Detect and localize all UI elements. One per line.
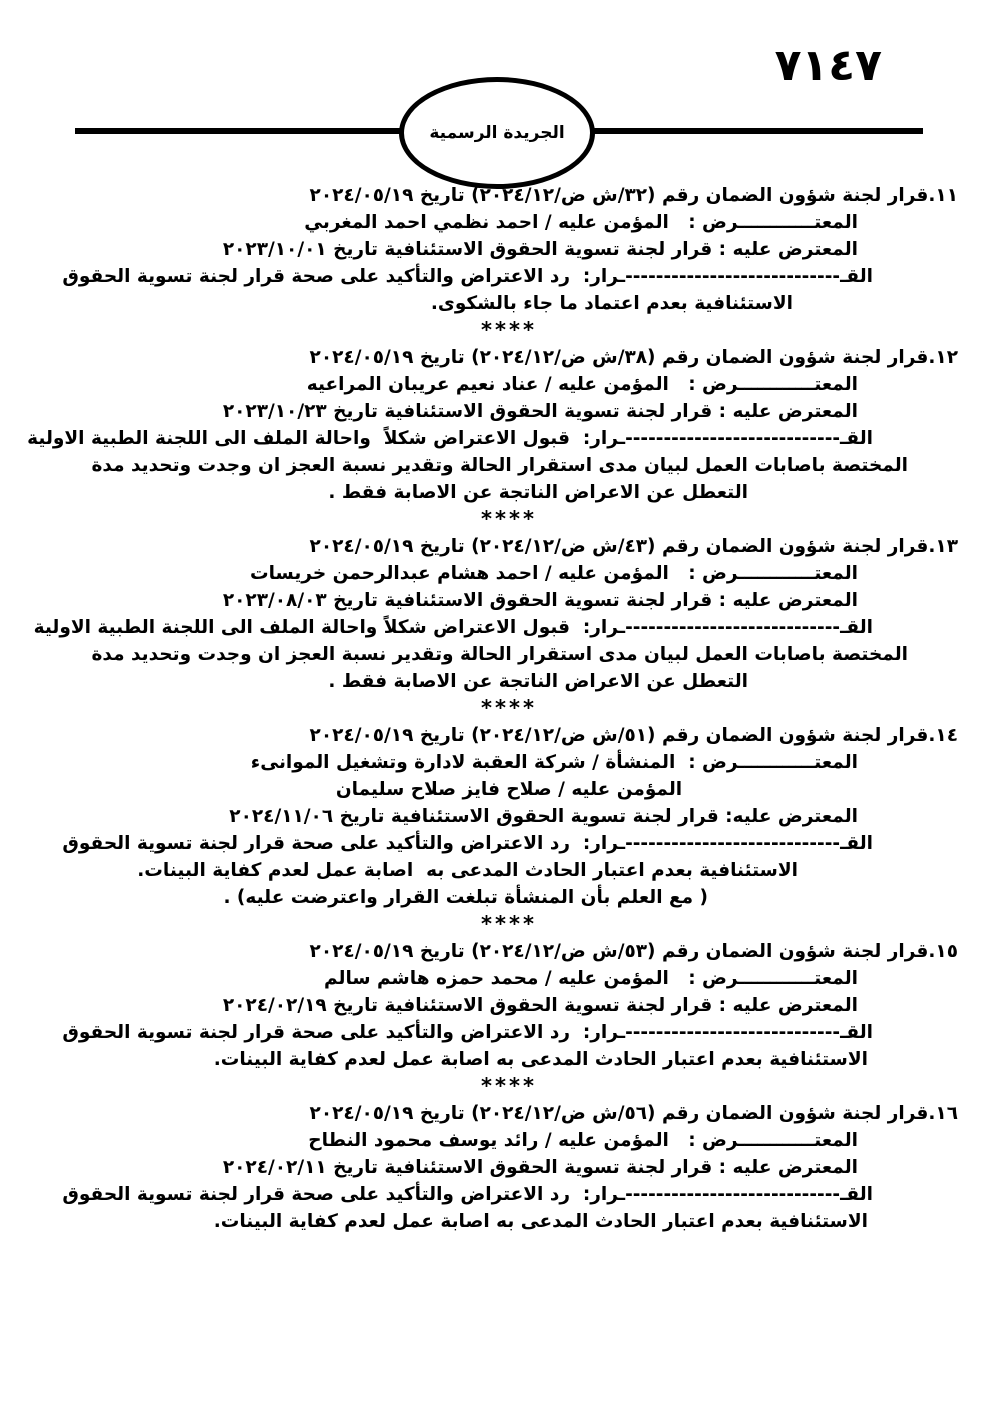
decision-meta: المعتــــــــــــرض : المنشأة / شركة العقبة لادارة وتشغيل الموانىء — [250, 752, 858, 773]
decision-text: القـ----------------------------ـرار: رد الاعتراض والتأكيد على صحة قرار لجنة تسوية الحقوق — [62, 1184, 873, 1205]
entry-separator: **** — [481, 696, 537, 720]
page-number: ٧١٤٧ — [774, 40, 882, 91]
decision-entry — [33, 533, 958, 722]
decision-text-cont: الاستئنافية بعدم اعتبار الحادث المدعى به اصابة عمل لعدم كفاية البينات. — [137, 860, 798, 881]
decision-meta: المعتــــــــــــرض : المؤمن عليه / احمد نظمي احمد المغربي — [304, 212, 858, 233]
decision-text-cont: الاستئنافية بعدم اعتبار الحادث المدعى به اصابة عمل لعدم كفاية البينات. — [213, 1211, 868, 1232]
decision-entry — [27, 344, 958, 533]
decision-entry — [60, 1100, 958, 1235]
decision-header: ١٤.قرار لجنة شؤون الضمان رقم (٥١/ش ض/٢٠٢٤/١٢) تاريخ ٢٠٢٤/٠٥/١٩ — [309, 725, 958, 746]
entry-separator: **** — [481, 507, 537, 531]
decision-meta: المعترض عليه : قرار لجنة تسوية الحقوق الاستئنافية تاريخ ٢٠٢٣/١٠/٠١ — [222, 239, 858, 260]
decision-text-cont: الاستئنافية بعدم اعتبار الحادث المدعى به اصابة عمل لعدم كفاية البينات. — [213, 1049, 868, 1070]
decision-meta: المعتــــــــــــرض : المؤمن عليه / احمد هشام عبدالرحمن خريسات — [250, 563, 858, 584]
decision-entry — [60, 938, 958, 1100]
decision-text-cont: الاستئنافية بعدم اعتماد ما جاء بالشكوى. — [430, 293, 793, 314]
decision-text-cont: المختصة باصابات العمل لبيان مدى استقرار الحالة وتقدير نسبة العجز ان وجدت وتحديد مدة — [91, 644, 908, 665]
decision-meta: المعتــــــــــــرض : المؤمن عليه / محمد حمزه هاشم سالم — [324, 968, 858, 989]
decision-header: ١١.قرار لجنة شؤون الضمان رقم (٣٢/ش ض/٢٠٢٤/١٢) تاريخ ٢٠٢٤/٠٥/١٩ — [309, 185, 958, 206]
decision-meta: المعترض عليه : قرار لجنة تسوية الحقوق الاستئنافية تاريخ ٢٠٢٣/٠٨/٠٣ — [222, 590, 858, 611]
decision-header: ١٦.قرار لجنة شؤون الضمان رقم (٥٦/ش ض/٢٠٢٤/١٢) تاريخ ٢٠٢٤/٠٥/١٩ — [309, 1103, 958, 1124]
decision-meta: المعترض عليه: قرار لجنة تسوية الحقوق الاستئنافية تاريخ ٢٠٢٤/١١/٠٦ — [229, 806, 858, 827]
entry-separator: **** — [481, 318, 537, 342]
decision-text: القـ----------------------------ـرار: قبول الاعتراض شكلاً واحالة الملف الى اللجنة الطبية الاولية — [33, 617, 873, 638]
decision-text: القـ----------------------------ـرار: رد الاعتراض والتأكيد على صحة قرار لجنة تسوية الحقوق — [62, 833, 873, 854]
decision-text-cont: ( مع العلم بأن المنشأة تبلغت القرار واعترضت عليه) . — [223, 887, 708, 908]
decision-entry — [60, 182, 958, 344]
decision-header: ١٢.قرار لجنة شؤون الضمان رقم (٣٨/ش ض/٢٠٢٤/١٢) تاريخ ٢٠٢٤/٠٥/١٩ — [309, 347, 958, 368]
decision-text-cont: المختصة باصابات العمل لبيان مدى استقرار الحالة وتقدير نسبة العجز ان وجدت وتحديد مدة — [91, 455, 908, 476]
entry-separator: **** — [481, 1074, 537, 1098]
decision-meta: المعتــــــــــــرض : المؤمن عليه / عناد نعيم عريبان المراعيه — [306, 374, 858, 395]
entry-separator: **** — [481, 912, 537, 936]
decision-meta: المعتــــــــــــرض : المؤمن عليه / رائد يوسف محمود النطاح — [308, 1130, 858, 1151]
decision-text-cont: التعطل عن الاعراض الناتجة عن الاصابة فقط . — [328, 671, 748, 692]
decision-meta-centered: المؤمن عليه / صلاح فايز صلاح سليمان — [335, 779, 683, 800]
decision-meta: المعترض عليه : قرار لجنة تسوية الحقوق الاستئنافية تاريخ ٢٠٢٤/٠٢/١١ — [222, 1157, 858, 1178]
decisions-list — [27, 182, 958, 1235]
decision-text: القـ----------------------------ـرار: قبول الاعتراض شكلاً واحالة الملف الى اللجنة الطبية الاولية — [27, 428, 873, 449]
gazette-title: الجريدة الرسمية — [429, 123, 565, 143]
decision-text: القـ----------------------------ـرار: رد الاعتراض والتأكيد على صحة قرار لجنة تسوية الحقوق — [62, 266, 873, 287]
gazette-title-oval — [399, 77, 595, 189]
decision-header: ١٣.قرار لجنة شؤون الضمان رقم (٤٣/ش ض/٢٠٢٤/١٢) تاريخ ٢٠٢٤/٠٥/١٩ — [309, 536, 958, 557]
decision-text: القـ----------------------------ـرار: رد الاعتراض والتأكيد على صحة قرار لجنة تسوية الحقوق — [62, 1022, 873, 1043]
decision-entry — [60, 722, 958, 938]
decision-meta: المعترض عليه : قرار لجنة تسوية الحقوق الاستئنافية تاريخ ٢٠٢٤/٠٢/١٩ — [222, 995, 858, 1016]
decision-meta: المعترض عليه : قرار لجنة تسوية الحقوق الاستئنافية تاريخ ٢٠٢٣/١٠/٢٣ — [222, 401, 858, 422]
decision-header: ١٥.قرار لجنة شؤون الضمان رقم (٥٣/ش ض/٢٠٢٤/١٢) تاريخ ٢٠٢٤/٠٥/١٩ — [309, 941, 958, 962]
decision-text-cont: التعطل عن الاعراض الناتجة عن الاصابة فقط . — [328, 482, 748, 503]
